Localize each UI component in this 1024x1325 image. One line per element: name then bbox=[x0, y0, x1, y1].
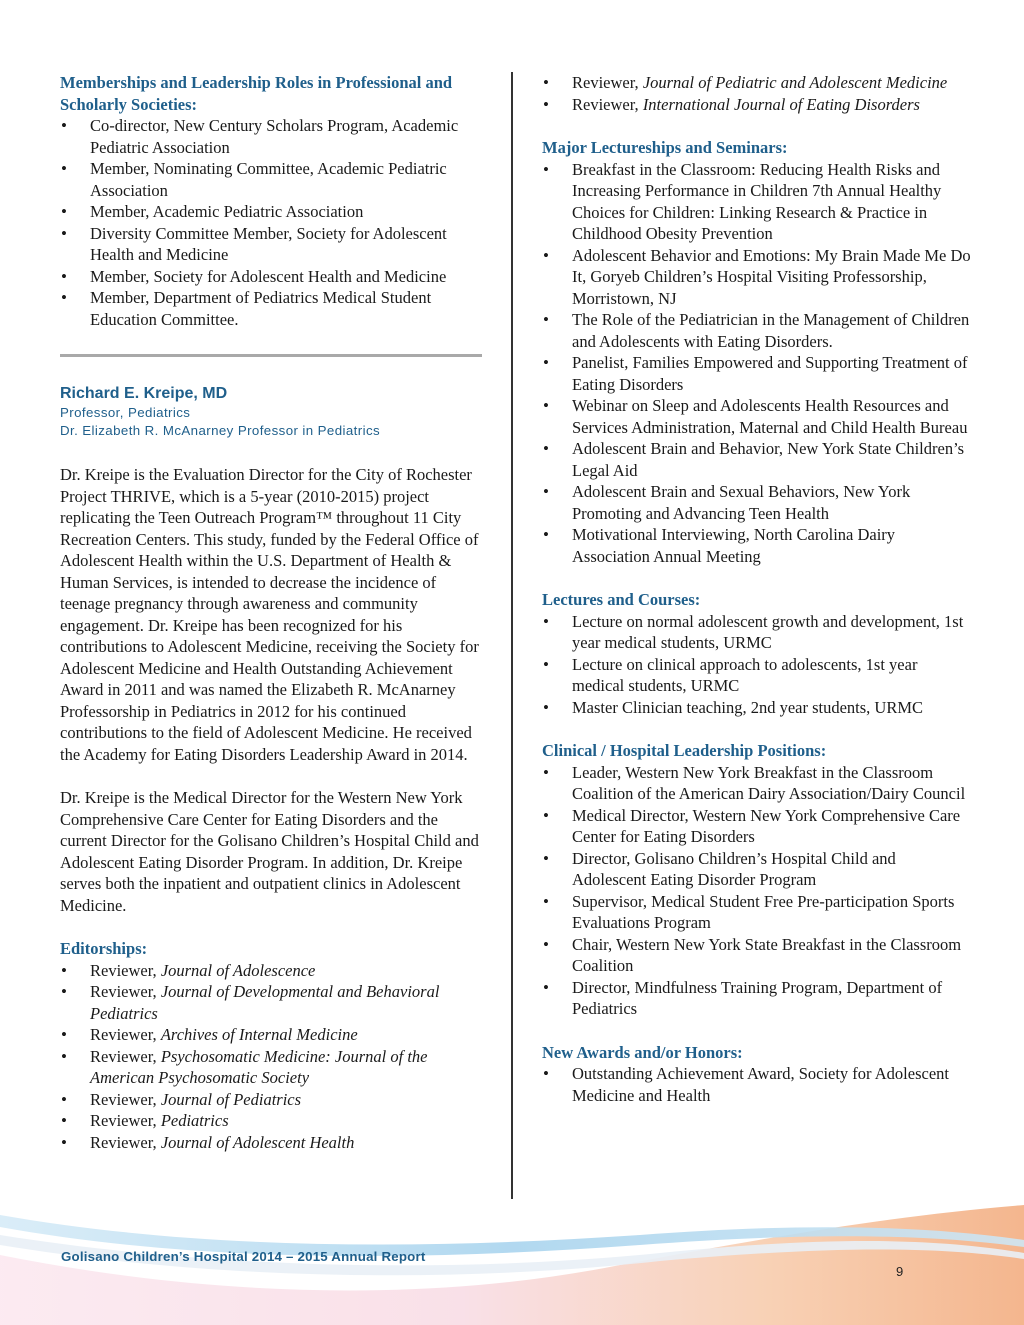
awards-list bbox=[542, 1063, 972, 1106]
list-item: • Motivational Interviewing, North Carolina Dairy Association Annual Meeting bbox=[542, 524, 972, 567]
profile-professorship: Dr. Elizabeth R. McAnarney Professor in Pediatrics bbox=[60, 423, 381, 438]
list-item: • Member, Department of Pediatrics Medical Student Education Committee. bbox=[60, 287, 485, 330]
list-item: • Webinar on Sleep and Adolescents Health Resources and Services Administration, Maternal and Child Health Bureau bbox=[542, 395, 972, 438]
list-item: • Reviewer, Journal of Adolescent Health bbox=[60, 1132, 485, 1154]
lectures-list bbox=[542, 611, 972, 719]
page-number: 9 bbox=[896, 1264, 904, 1279]
clinical-leadership-list bbox=[542, 762, 972, 1020]
profile-title: Professor, Pediatrics bbox=[60, 405, 191, 420]
list-item: • Chair, Western New York State Breakfast in the Classroom Coalition bbox=[542, 934, 972, 977]
awards-heading: New Awards and/or Honors: bbox=[542, 1042, 743, 1062]
editorships-list-continued bbox=[542, 72, 972, 115]
list-item: • Reviewer, Psychosomatic Medicine: Journal of the American Psychosomatic Society bbox=[60, 1046, 485, 1089]
section-separator bbox=[60, 354, 482, 357]
lectureships-list bbox=[542, 159, 972, 568]
list-item: • Reviewer, Journal of Pediatrics bbox=[60, 1089, 485, 1111]
list-item: • Reviewer, Journal of Adolescence bbox=[60, 960, 485, 982]
list-item: • Reviewer, Archives of Internal Medicine bbox=[60, 1024, 485, 1046]
list-item: • Outstanding Achievement Award, Society for Adolescent Medicine and Health bbox=[542, 1063, 972, 1106]
memberships-heading: Memberships and Leadership Roles in Professional and Scholarly Societies: bbox=[60, 73, 453, 114]
right-column bbox=[542, 72, 972, 1106]
list-item: • Lecture on clinical approach to adolescents, 1st year medical students, URMC bbox=[542, 654, 972, 697]
list-item: • Master Clinician teaching, 2nd year students, URMC bbox=[542, 697, 972, 719]
list-item: • Adolescent Behavior and Emotions: My Brain Made Me Do It, Goryeb Children’s Hospital Visiting Professorship, Morristown, NJ bbox=[542, 245, 972, 310]
list-item: • Breakfast in the Classroom: Reducing Health Risks and Increasing Performance in Children 7th Annual Healthy Choices for Children: Linking Research & Practice in Childhood Obesity Prevention bbox=[542, 159, 972, 245]
list-item: • Diversity Committee Member, Society for Adolescent Health and Medicine bbox=[60, 223, 485, 266]
list-item: • Director, Golisano Children’s Hospital Child and Adolescent Eating Disorder Program bbox=[542, 848, 972, 891]
list-item: • Reviewer, International Journal of Eating Disorders bbox=[542, 94, 972, 116]
list-item: • Co-director, New Century Scholars Program, Academic Pediatric Association bbox=[60, 115, 485, 158]
list-item: • Panelist, Families Empowered and Supporting Treatment of Eating Disorders bbox=[542, 352, 972, 395]
list-item: • The Role of the Pediatrician in the Management of Children and Adolescents with Eating Disorders. bbox=[542, 309, 972, 352]
column-divider bbox=[511, 72, 513, 1199]
list-item: • Adolescent Brain and Behavior, New York State Children’s Legal Aid bbox=[542, 438, 972, 481]
editorships-list bbox=[60, 960, 485, 1154]
list-item: • Member, Society for Adolescent Health and Medicine bbox=[60, 266, 485, 288]
footer-report-title: Golisano Children’s Hospital 2014 – 2015 Annual Report bbox=[61, 1249, 426, 1264]
list-item: • Member, Academic Pediatric Association bbox=[60, 201, 485, 223]
profile-name: Richard E. Kreipe, MD bbox=[60, 385, 228, 402]
list-item: • Leader, Western New York Breakfast in the Classroom Coalition of the American Dairy Association/Dairy Council bbox=[542, 762, 972, 805]
clinical-leadership-heading: Clinical / Hospital Leadership Positions: bbox=[542, 741, 827, 760]
list-item: • Supervisor, Medical Student Free Pre-participation Sports Evaluations Program bbox=[542, 891, 972, 934]
list-item: • Medical Director, Western New York Comprehensive Care Center for Eating Disorders bbox=[542, 805, 972, 848]
list-item: • Reviewer, Journal of Pediatric and Adolescent Medicine bbox=[542, 72, 972, 94]
lectures-heading: Lectures and Courses: bbox=[542, 590, 701, 609]
list-item: • Director, Mindfulness Training Program, Department of Pediatrics bbox=[542, 977, 972, 1020]
editorships-heading: Editorships: bbox=[60, 939, 148, 958]
memberships-list bbox=[60, 115, 485, 330]
list-item: • Member, Nominating Committee, Academic Pediatric Association bbox=[60, 158, 485, 201]
list-item: • Reviewer, Pediatrics bbox=[60, 1110, 485, 1132]
list-item: • Reviewer, Journal of Developmental and Behavioral Pediatrics bbox=[60, 981, 485, 1024]
list-item: • Adolescent Brain and Sexual Behaviors, New York Promoting and Advancing Teen Health bbox=[542, 481, 972, 524]
profile-paragraph-2: Dr. Kreipe is the Medical Director for the Western New York Comprehensive Care Center for Eating Disorders and the current Director for the Golisano Children’s Hospital Child and Adolescent Eating Disorder Program. In addition, Dr. Kreipe serves both the inpatient and outpatient clinics in Adolescent Medicine. bbox=[60, 788, 479, 915]
left-column bbox=[60, 72, 485, 1153]
profile-paragraph-1: Dr. Kreipe is the Evaluation Director for the City of Rochester Project THRIVE, which is a 5-year (2010-2015) project replicating the Teen Outreach Program™ throughout 11 City Recreation Centers. This study, funded by the Federal Office of Adolescent Health within the U.S. Department of Health & Human Services, is intended to decrease the incidence of teenage pregnancy through awareness and community engagement. Dr. Kreipe has been recognized for his contributions to Adolescent Medicine, receiving the Society for Adolescent Medicine and Health Outstanding Achievement Award in 2011 and was named the Elizabeth R. McAnarney Professorship in Pediatrics in 2012 for his continued contributions to the field of Adolescent Medicine. He received the Academy for Eating Disorders Leadership Award in 2014. bbox=[60, 465, 479, 764]
lectureships-heading: Major Lectureships and Seminars: bbox=[542, 138, 788, 157]
list-item: • Lecture on normal adolescent growth and development, 1st year medical students, URMC bbox=[542, 611, 972, 654]
